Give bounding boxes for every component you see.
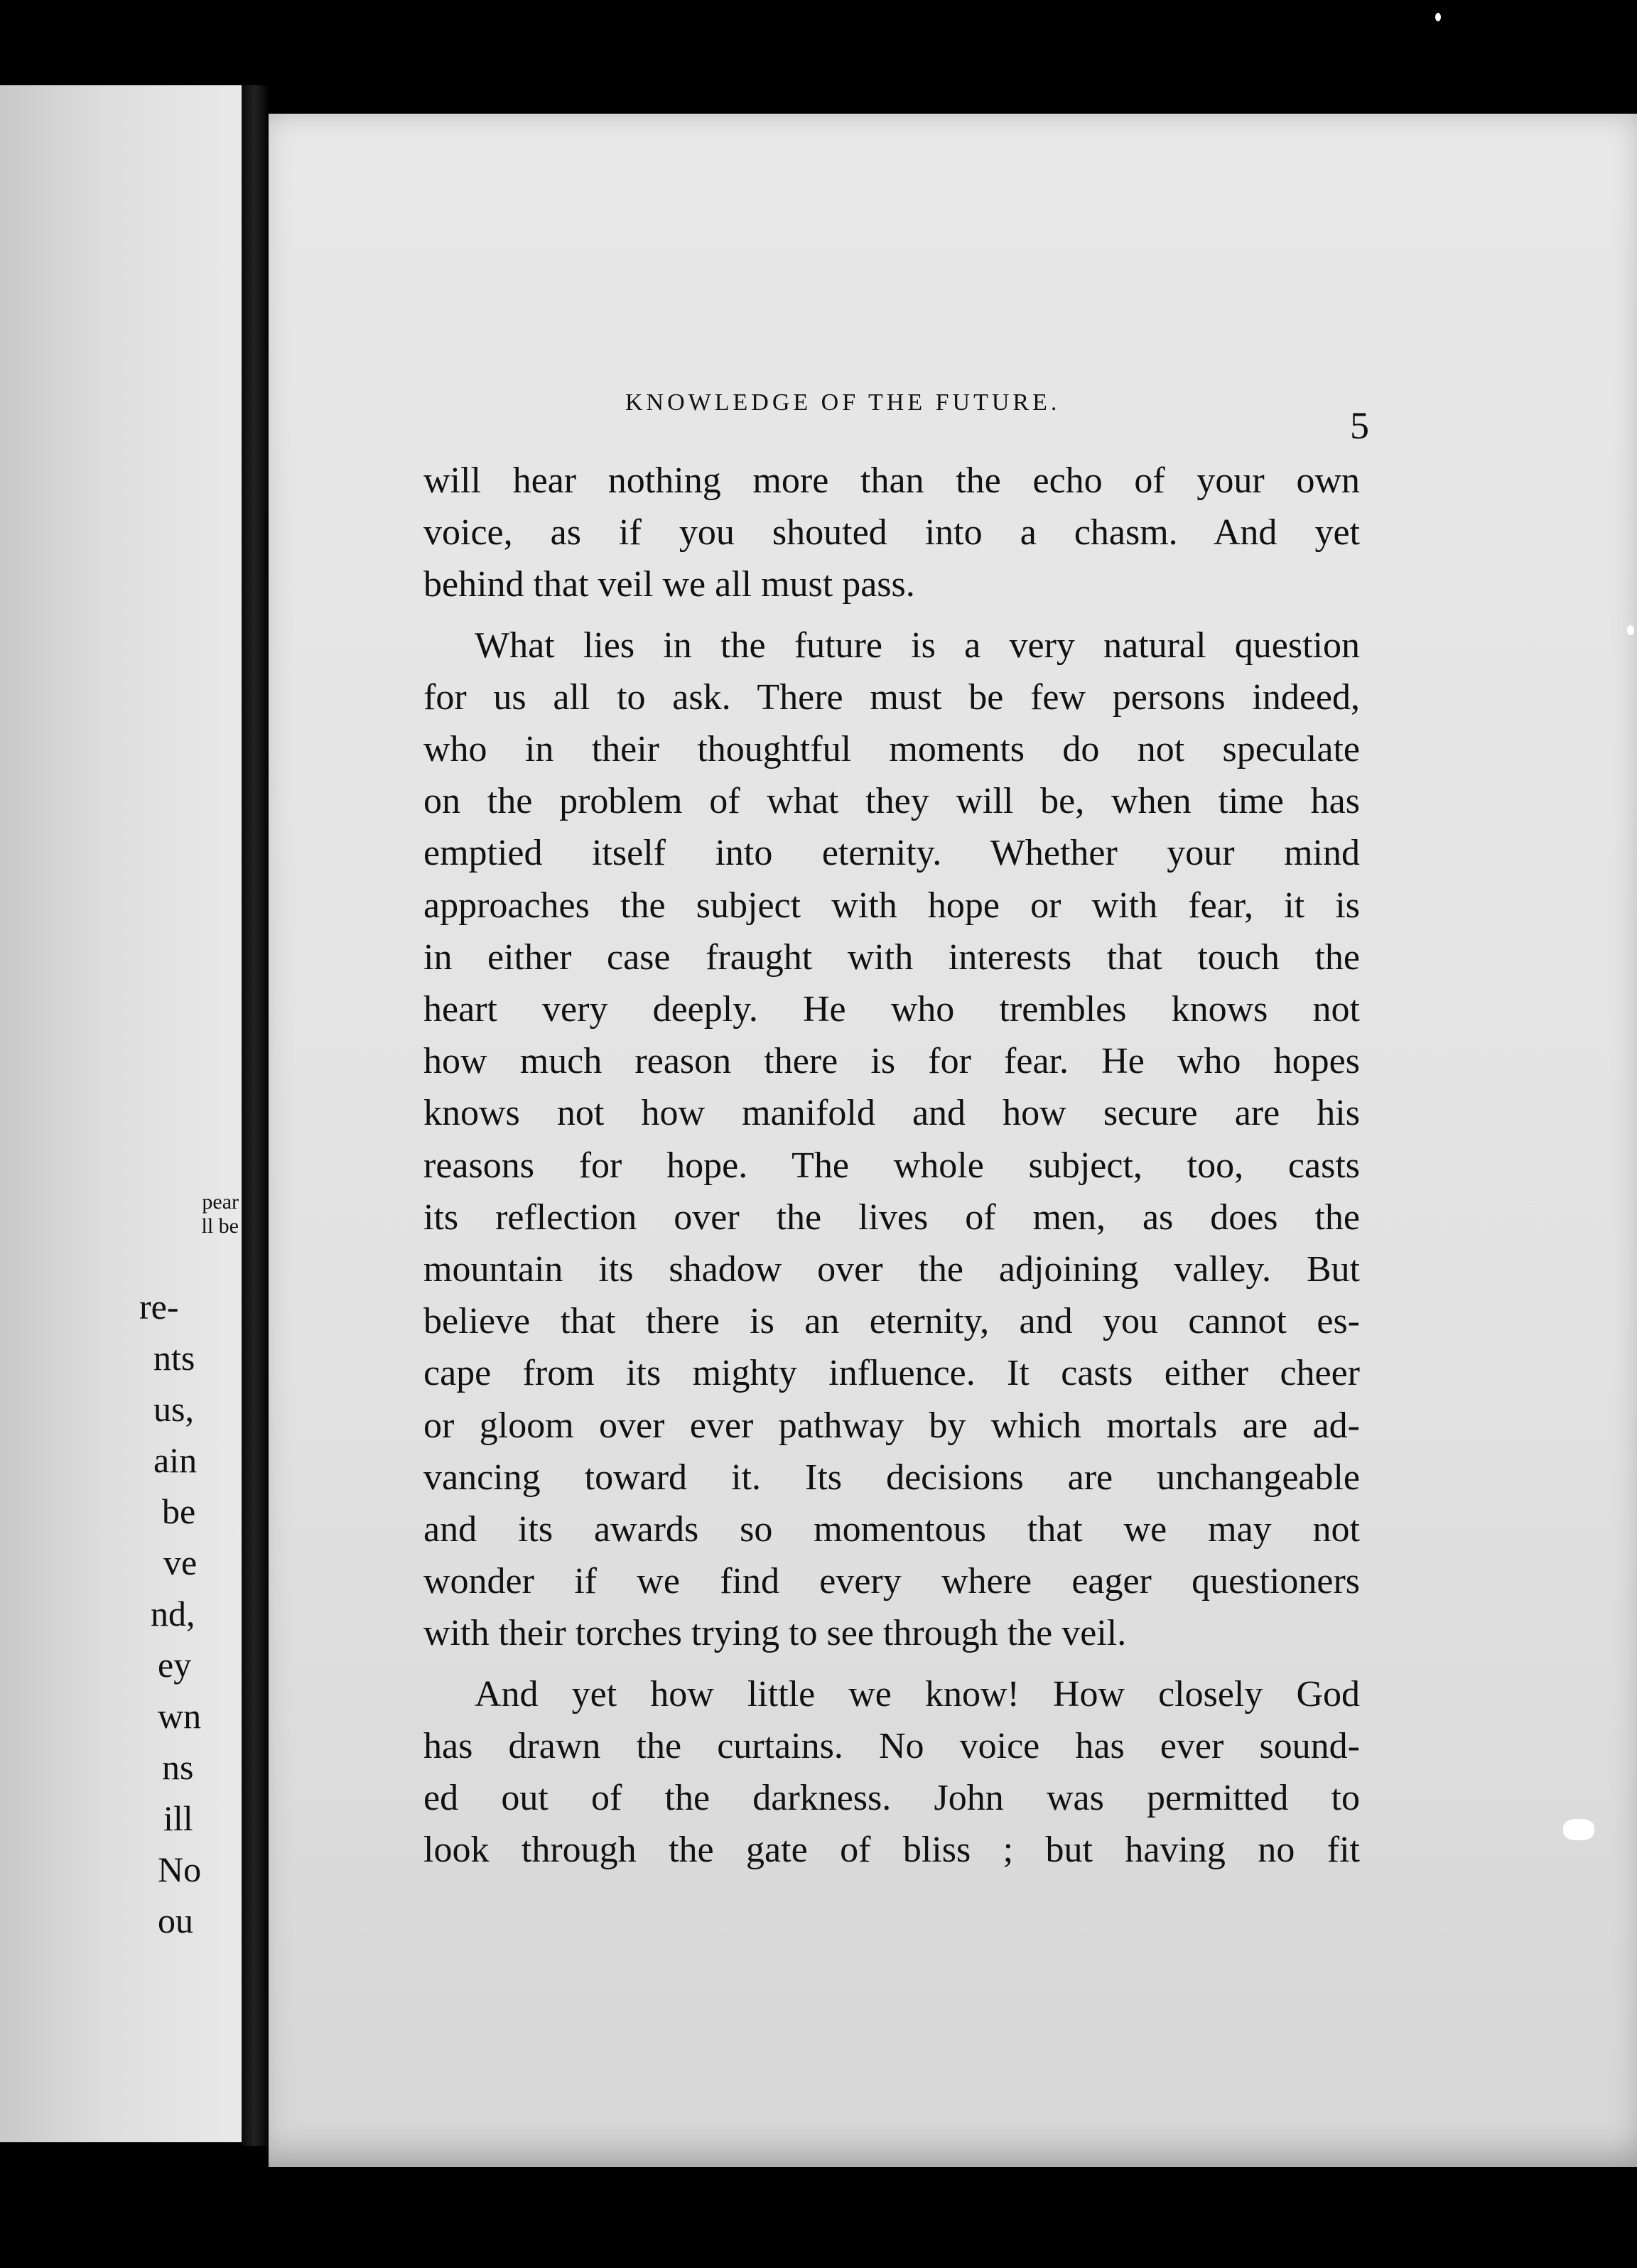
text-line: look through the gate of bliss ; but having no fit — [423, 1830, 1360, 1871]
text-line: how much reason there is for fear. He who hopes — [423, 1041, 1360, 1082]
text-line: in either case fraught with interests that touch the — [423, 936, 1360, 978]
left-fragment: ns — [162, 1747, 194, 1787]
left-fragment: nts — [153, 1338, 195, 1378]
left-margin-note-line: pear — [202, 1190, 239, 1214]
text-line: and its awards so momentous that we may not — [423, 1509, 1360, 1550]
left-fragment: nd, — [151, 1594, 195, 1634]
text-line: mountain its shadow over the adjoining valley. But — [423, 1249, 1360, 1290]
left-fragment: us, — [153, 1389, 194, 1429]
text-line: behind that veil we all must pass. — [423, 564, 915, 605]
left-fragment: ill — [163, 1798, 193, 1838]
text-line: vancing toward it. Its decisions are unchangeable — [423, 1457, 1360, 1498]
text-line: cape from its mighty influence. It casts either cheer — [423, 1353, 1360, 1394]
text-line: will hear nothing more than the echo of your own — [423, 460, 1360, 501]
left-fragment: be — [162, 1491, 196, 1531]
scan-speck — [1563, 1819, 1594, 1840]
text-line: for us all to ask. There must be few persons indeed, — [423, 676, 1360, 718]
left-fragment: ou — [158, 1901, 193, 1940]
text-line: emptied itself into eternity. Whether your mind — [423, 833, 1360, 874]
left-fragment: ey — [158, 1645, 192, 1685]
text-line: on the problem of what they will be, when time has — [423, 781, 1360, 822]
text-line: approaches the subject with hope or with fear, it is — [423, 885, 1360, 926]
text-line: ed out of the darkness. John was permitted to — [423, 1778, 1360, 1819]
text-line: What lies in the future is a very natural question — [475, 625, 1360, 666]
left-page-text-edge — [11, 1190, 239, 1946]
left-fragment: re- — [139, 1287, 179, 1327]
left-fragment: wn — [158, 1696, 202, 1736]
text-line: reasons for hope. The whole subject, too, casts — [423, 1145, 1360, 1186]
text-line: wonder if we find every where eager questioners — [423, 1561, 1360, 1602]
text-line: believe that there is an eternity, and you cannot es- — [423, 1301, 1360, 1342]
left-text-fragments — [11, 1281, 239, 1946]
text-line: voice, as if you shouted into a chasm. And yet — [423, 512, 1360, 554]
page-number: 5 — [1350, 404, 1369, 447]
body-text — [423, 455, 1360, 1884]
text-line: And yet how little we know! How closely God — [475, 1673, 1360, 1714]
left-fragment: No — [158, 1850, 202, 1889]
paragraph — [423, 1668, 1360, 1876]
left-fragment: ve — [163, 1543, 198, 1582]
left-fragment: ain — [153, 1440, 198, 1480]
text-line: or gloom over ever pathway by which mortals are ad- — [423, 1405, 1360, 1446]
left-page — [0, 85, 242, 2142]
text-line: knows not how manifold and how secure are his — [423, 1093, 1360, 1134]
left-margin-note-line: ll be — [201, 1214, 239, 1238]
text-line: its reflection over the lives of men, as does the — [423, 1197, 1360, 1238]
scan-speck — [1627, 625, 1634, 635]
running-head: KNOWLEDGE OF THE FUTURE. — [625, 389, 1061, 416]
paragraph — [423, 620, 1360, 1660]
scan-speck — [1435, 13, 1441, 21]
text-line: heart very deeply. He who trembles knows not — [423, 989, 1360, 1030]
text-line: has drawn the curtains. No voice has ever sound- — [423, 1725, 1360, 1766]
book-gutter — [242, 85, 270, 2146]
paragraph — [423, 455, 1360, 611]
text-line: who in their thoughtful moments do not speculate — [423, 729, 1360, 770]
text-line: with their torches trying to see through the veil. — [423, 1613, 1127, 1654]
